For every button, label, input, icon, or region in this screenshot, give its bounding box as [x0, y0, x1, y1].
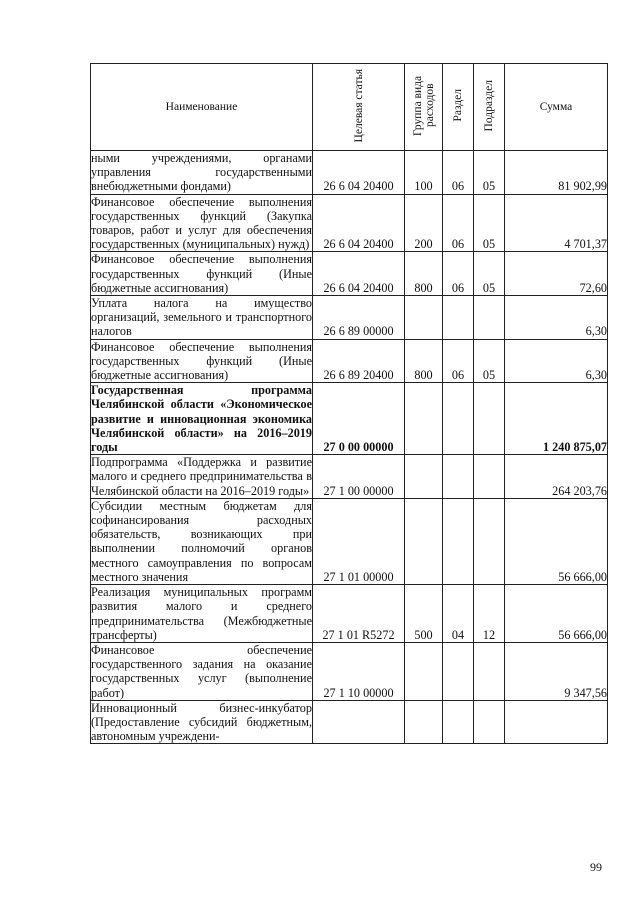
row-name: Подпрограмма «Поддержка и развитие малого и среднего предпринимательства в Челябинской области на 2016–2019 годы» [91, 455, 312, 498]
row-subsection [474, 700, 505, 744]
row-target-code [313, 700, 405, 744]
row-name: Субсидии местным бюджетам для софинансирования расходных обязательств, возникающих при выполнении полномочий органов местного самоуправления по вопросам местного значения [91, 498, 312, 584]
row-target-code: 27 0 00 00000 [313, 383, 405, 455]
row-subsection [474, 642, 505, 700]
row-sum: 6,30 [505, 339, 608, 383]
header-name: Наименование [91, 64, 313, 151]
table-row [91, 585, 608, 643]
header-group: Группа вида расходов [405, 64, 443, 151]
row-name: Реализация муниципальных программ развития малого и среднего предпринимательства (Межбюджетные трансферты) [91, 585, 312, 642]
row-subsection: 05 [474, 151, 505, 195]
row-target-code: 27 1 01 R5272 [313, 585, 405, 643]
row-target-code: 26 6 89 20400 [313, 339, 405, 383]
row-target-code: 27 1 01 00000 [313, 498, 405, 584]
row-section [443, 296, 474, 340]
row-sum: 264 203,76 [505, 455, 608, 499]
row-section [443, 383, 474, 455]
table-row [91, 194, 608, 252]
row-target-code: 26 6 04 20400 [313, 252, 405, 296]
row-group [405, 700, 443, 744]
row-name: Финансовое обеспечение выполнения государственных функций (Закупка товаров, работ и услуг для обеспечения государственных (муниципальных) нужд) [91, 194, 312, 252]
row-target-code: 26 6 04 20400 [313, 151, 405, 195]
table-row [91, 700, 608, 744]
row-sum: 9 347,56 [505, 642, 608, 700]
row-name: Инновационный бизнес-инкубатор (Предоставление субсидий бюджетным, автономным учреждени- [91, 700, 312, 744]
row-sum: 4 701,37 [505, 194, 608, 252]
row-sum: 1 240 875,07 [505, 383, 608, 455]
row-name: Финансовое обеспечение государственного задания на оказание государственных услуг (выполнение работ) [91, 642, 312, 700]
table-row [91, 339, 608, 383]
header-section: Раздел [443, 64, 474, 151]
table-row [91, 151, 608, 195]
row-group [405, 383, 443, 455]
table-row [91, 642, 608, 700]
header-subsection: Подраздел [474, 64, 505, 151]
budget-table [90, 63, 608, 744]
row-name: Финансовое обеспечение выполнения государственных функций (Иные бюджетные ассигнования) [91, 339, 312, 383]
row-section: 06 [443, 252, 474, 296]
row-group [405, 498, 443, 584]
row-sum: 81 902,99 [505, 151, 608, 195]
table-row [91, 296, 608, 340]
row-name: ными учреждениями, органами управления государственными внебюджетными фондами) [91, 151, 312, 194]
header-sum: Сумма [505, 64, 608, 151]
row-subsection: 12 [474, 585, 505, 643]
row-subsection [474, 455, 505, 499]
row-target-code: 27 1 10 00000 [313, 642, 405, 700]
row-subsection: 05 [474, 194, 505, 252]
row-section: 06 [443, 339, 474, 383]
row-subsection: 05 [474, 339, 505, 383]
row-target-code: 26 6 04 20400 [313, 194, 405, 252]
row-group: 800 [405, 339, 443, 383]
table-row [91, 252, 608, 296]
row-sum [505, 700, 608, 744]
row-group: 200 [405, 194, 443, 252]
row-section [443, 498, 474, 584]
row-target-code: 27 1 00 00000 [313, 455, 405, 499]
row-section: 06 [443, 194, 474, 252]
row-name: Государственная программа Челябинской области «Экономическое развитие и инновационная экономика Челябинской области» на 2016–2019 годы [91, 383, 312, 455]
table-row [91, 383, 608, 455]
row-sum: 72,60 [505, 252, 608, 296]
row-name: Уплата налога на имущество организаций, земельного и транспортного налогов [91, 296, 312, 339]
row-section [443, 455, 474, 499]
header-target: Целевая статья [313, 64, 405, 151]
row-section [443, 700, 474, 744]
row-group: 800 [405, 252, 443, 296]
row-group [405, 642, 443, 700]
table-row [91, 455, 608, 499]
row-group: 100 [405, 151, 443, 195]
row-sum: 56 666,00 [505, 498, 608, 584]
row-section: 04 [443, 585, 474, 643]
page-number: 99 [590, 860, 602, 874]
row-group: 500 [405, 585, 443, 643]
row-sum: 6,30 [505, 296, 608, 340]
row-subsection [474, 383, 505, 455]
table-row [91, 498, 608, 584]
row-group [405, 455, 443, 499]
table-header-row [91, 64, 608, 151]
row-subsection [474, 296, 505, 340]
row-subsection: 05 [474, 252, 505, 296]
row-section [443, 642, 474, 700]
row-target-code: 26 6 89 00000 [313, 296, 405, 340]
row-sum: 56 666,00 [505, 585, 608, 643]
row-group [405, 296, 443, 340]
row-section: 06 [443, 151, 474, 195]
row-name: Финансовое обеспечение выполнения государственных функций (Иные бюджетные ассигнования) [91, 252, 312, 295]
row-subsection [474, 498, 505, 584]
